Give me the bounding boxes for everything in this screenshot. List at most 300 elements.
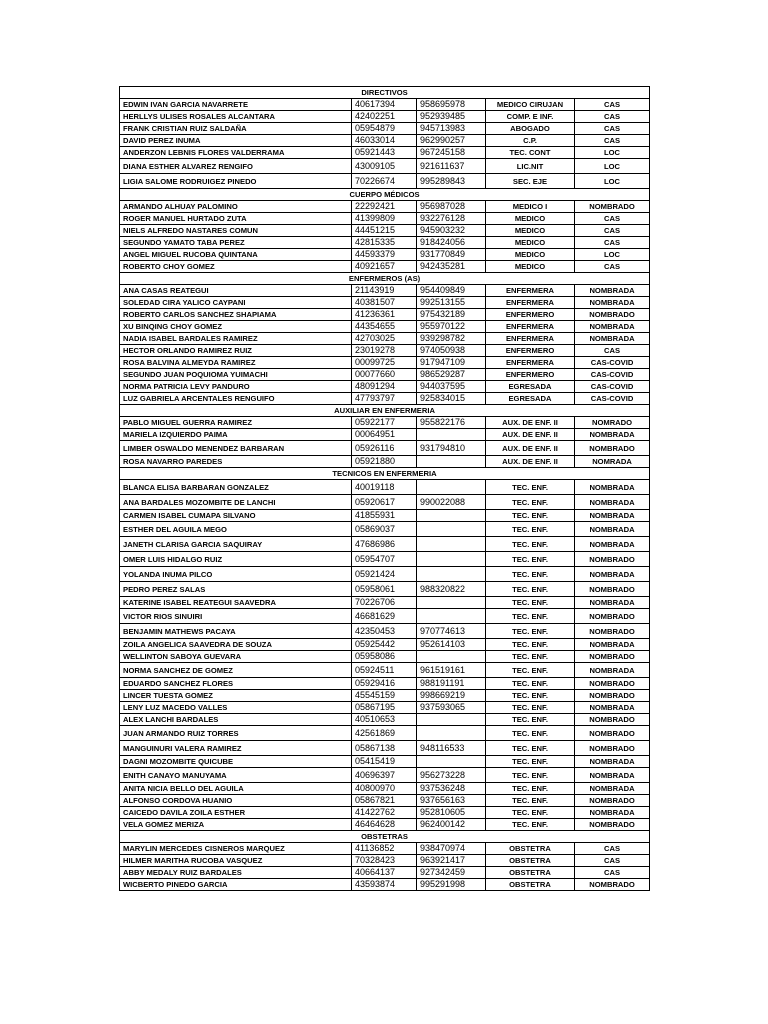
staff-name: LENY LUZ MACEDO VALLES	[120, 702, 352, 714]
staff-name: MANGUINURI VALERA RAMIREZ	[120, 741, 352, 756]
staff-role: ABOGADO	[486, 123, 575, 135]
staff-role: OBSTETRA	[486, 867, 575, 879]
section-header-row	[120, 189, 650, 201]
staff-name: ROSA BALVINA ALMEYDA RAMIREZ	[120, 357, 352, 369]
staff-condition: NOMBRADO	[575, 552, 650, 567]
staff-dni: 05926116	[352, 441, 417, 456]
staff-name: ROBERTO CARLOS SANCHEZ SHAPIAMA	[120, 309, 352, 321]
staff-phone	[417, 480, 486, 495]
section-title: TECNICOS EN ENFERMERIA	[120, 468, 650, 480]
staff-condition: NOMRADA	[575, 456, 650, 468]
staff-phone: 952939485	[417, 111, 486, 123]
staff-condition: NOMBRADO	[575, 624, 650, 639]
staff-phone: 944037595	[417, 381, 486, 393]
table-row	[120, 510, 650, 522]
staff-condition: CAS-COVID	[575, 357, 650, 369]
staff-dni: 05921443	[352, 147, 417, 159]
staff-dni: 00099725	[352, 357, 417, 369]
staff-role: AUX. DE ENF. II	[486, 429, 575, 441]
staff-phone: 937536248	[417, 783, 486, 795]
staff-condition: NOMBRADA	[575, 567, 650, 582]
table-row	[120, 609, 650, 624]
table-row	[120, 345, 650, 357]
staff-condition: CAS	[575, 213, 650, 225]
staff-condition: NOMBRADO	[575, 714, 650, 726]
staff-role: TEC. ENF.	[486, 495, 575, 510]
staff-name: ROBERTO CHOY GOMEZ	[120, 261, 352, 273]
staff-condition: LOC	[575, 249, 650, 261]
staff-name: ANA BARDALES MOZOMBITE DE LANCHI	[120, 495, 352, 510]
staff-name: ANGEL MIGUEL RUCOBA QUINTANA	[120, 249, 352, 261]
staff-phone: 992513155	[417, 297, 486, 309]
table-row	[120, 237, 650, 249]
staff-name: BENJAMIN MATHEWS PACAYA	[120, 624, 352, 639]
staff-phone	[417, 609, 486, 624]
staff-role: TEC. ENF.	[486, 582, 575, 597]
staff-dni: 48091294	[352, 381, 417, 393]
table-row	[120, 429, 650, 441]
staff-phone	[417, 756, 486, 768]
table-row	[120, 213, 650, 225]
staff-condition: NOMBRADA	[575, 537, 650, 552]
staff-role: TEC. ENF.	[486, 480, 575, 495]
staff-dni: 42703025	[352, 333, 417, 345]
section-header-row	[120, 87, 650, 99]
staff-phone	[417, 552, 486, 567]
table-row	[120, 741, 650, 756]
staff-role: TEC. ENF.	[486, 807, 575, 819]
staff-condition: CAS	[575, 867, 650, 879]
staff-phone	[417, 537, 486, 552]
staff-role: TEC. ENF.	[486, 522, 575, 537]
table-row	[120, 357, 650, 369]
staff-dni: 40696397	[352, 768, 417, 783]
staff-name: ABBY MEDALY RUIZ BARDALES	[120, 867, 352, 879]
table-row	[120, 867, 650, 879]
table-row	[120, 819, 650, 831]
staff-dni: 41422762	[352, 807, 417, 819]
staff-name: VELA GOMEZ MERIZA	[120, 819, 352, 831]
staff-role: ENFERMERA	[486, 321, 575, 333]
staff-name: KATERINE ISABEL REATEGUI SAAVEDRA	[120, 597, 352, 609]
staff-name: ZOILA ANGELICA SAAVEDRA DE SOUZA	[120, 639, 352, 651]
table-row	[120, 855, 650, 867]
staff-name: LIMBER OSWALDO MENENDEZ BARBARAN	[120, 441, 352, 456]
table-row	[120, 567, 650, 582]
staff-phone: 938470974	[417, 843, 486, 855]
staff-phone: 937593065	[417, 702, 486, 714]
table-row	[120, 795, 650, 807]
section-title: CUERPO MÉDICOS	[120, 189, 650, 201]
staff-name: HERLLYS ULISES ROSALES ALCANTARA	[120, 111, 352, 123]
staff-phone	[417, 456, 486, 468]
staff-dni: 41236361	[352, 309, 417, 321]
table-row	[120, 297, 650, 309]
staff-role: MEDICO CIRUJAN	[486, 99, 575, 111]
staff-name: LIGIA SALOME RODRUIGEZ PINEDO	[120, 174, 352, 189]
staff-condition: NOMBRADO	[575, 201, 650, 213]
staff-role: MEDICO	[486, 213, 575, 225]
staff-dni: 05920617	[352, 495, 417, 510]
staff-phone	[417, 522, 486, 537]
staff-condition: NOMBRADO	[575, 678, 650, 690]
staff-phone: 975432189	[417, 309, 486, 321]
staff-dni: 40381507	[352, 297, 417, 309]
staff-name: SEGUNDO JUAN POQUIOMA YUIMACHI	[120, 369, 352, 381]
table-row	[120, 441, 650, 456]
staff-role: ENFERMERA	[486, 285, 575, 297]
staff-table-body	[120, 87, 650, 891]
section-title: OBSTETRAS	[120, 831, 650, 843]
staff-phone: 927342459	[417, 867, 486, 879]
staff-phone: 998669219	[417, 690, 486, 702]
table-row	[120, 756, 650, 768]
staff-name: SEGUNDO YAMATO TABA PEREZ	[120, 237, 352, 249]
staff-role: TEC. ENF.	[486, 690, 575, 702]
staff-name: WELLINTON SABOYA GUEVARA	[120, 651, 352, 663]
staff-dni: 05922177	[352, 417, 417, 429]
staff-condition: NOMBRADO	[575, 609, 650, 624]
staff-role: TEC. ENF.	[486, 639, 575, 651]
staff-name: DAGNI MOZOMBITE QUICUBE	[120, 756, 352, 768]
staff-role: TEC. ENF.	[486, 624, 575, 639]
staff-condition: NOMBRADA	[575, 807, 650, 819]
table-row	[120, 111, 650, 123]
staff-name: MARYLIN MERCEDES CISNEROS MARQUEZ	[120, 843, 352, 855]
staff-phone: 967245158	[417, 147, 486, 159]
staff-role: ENFERMERO	[486, 345, 575, 357]
table-row	[120, 369, 650, 381]
staff-name: ESTHER DEL AGUILA MEGO	[120, 522, 352, 537]
staff-role: TEC. CONT	[486, 147, 575, 159]
staff-condition: NOMBRADO	[575, 879, 650, 891]
table-row	[120, 495, 650, 510]
staff-dni: 40664137	[352, 867, 417, 879]
staff-phone: 955970122	[417, 321, 486, 333]
staff-role: TEC. ENF.	[486, 651, 575, 663]
staff-name: VICTOR RIOS SINUIRI	[120, 609, 352, 624]
staff-dni: 05867821	[352, 795, 417, 807]
staff-name: ENITH CANAYO MANUYAMA	[120, 768, 352, 783]
staff-name: HILMER MARITHA RUCOBA VASQUEZ	[120, 855, 352, 867]
staff-phone: 925834015	[417, 393, 486, 405]
staff-name: LUZ GABRIELA ARCENTALES RENGUIFO	[120, 393, 352, 405]
staff-role: TEC. ENF.	[486, 726, 575, 741]
table-row	[120, 843, 650, 855]
staff-role: MEDICO	[486, 261, 575, 273]
staff-condition: NOMRADO	[575, 417, 650, 429]
staff-dni: 44593379	[352, 249, 417, 261]
staff-role: AUX. DE ENF. II	[486, 417, 575, 429]
staff-role: MEDICO	[486, 225, 575, 237]
staff-condition: CAS	[575, 261, 650, 273]
staff-name: HECTOR ORLANDO RAMIREZ RUIZ	[120, 345, 352, 357]
staff-dni: 05921424	[352, 567, 417, 582]
staff-dni: 00064951	[352, 429, 417, 441]
staff-phone: 954409849	[417, 285, 486, 297]
staff-phone: 948116533	[417, 741, 486, 756]
table-row	[120, 309, 650, 321]
staff-phone	[417, 726, 486, 741]
staff-dni: 05867138	[352, 741, 417, 756]
staff-condition: NOMBRADA	[575, 768, 650, 783]
staff-condition: NOMBRADA	[575, 285, 650, 297]
staff-phone: 945903232	[417, 225, 486, 237]
staff-name: OMER LUIS HIDALGO RUIZ	[120, 552, 352, 567]
staff-condition: NOMBRADO	[575, 690, 650, 702]
table-row	[120, 99, 650, 111]
staff-phone: 970774613	[417, 624, 486, 639]
staff-phone: 939298782	[417, 333, 486, 345]
staff-condition: CAS	[575, 855, 650, 867]
staff-condition: CAS	[575, 135, 650, 147]
staff-phone: 990022088	[417, 495, 486, 510]
staff-dni: 40617394	[352, 99, 417, 111]
staff-phone: 995289843	[417, 174, 486, 189]
staff-dni: 05415419	[352, 756, 417, 768]
table-row	[120, 393, 650, 405]
table-row	[120, 663, 650, 678]
staff-role: ENFERMERO	[486, 369, 575, 381]
section-header-row	[120, 831, 650, 843]
staff-condition: NOMBRADO	[575, 582, 650, 597]
staff-dni: 44354655	[352, 321, 417, 333]
staff-phone: 961519161	[417, 663, 486, 678]
table-row	[120, 147, 650, 159]
staff-role: TEC. ENF.	[486, 567, 575, 582]
staff-role: TEC. ENF.	[486, 510, 575, 522]
staff-role: TEC. ENF.	[486, 768, 575, 783]
staff-dni: 44451215	[352, 225, 417, 237]
staff-name: ROGER MANUEL HURTADO ZUTA	[120, 213, 352, 225]
staff-phone: 937656163	[417, 795, 486, 807]
staff-role: ENFERMERA	[486, 357, 575, 369]
staff-role: TEC. ENF.	[486, 678, 575, 690]
staff-role: MEDICO	[486, 249, 575, 261]
staff-dni: 21143919	[352, 285, 417, 297]
staff-condition: CAS	[575, 111, 650, 123]
staff-dni: 47793797	[352, 393, 417, 405]
table-row	[120, 261, 650, 273]
staff-role: OBSTETRA	[486, 843, 575, 855]
staff-condition: LOC	[575, 174, 650, 189]
staff-name: NIELS ALFREDO NASTARES COMUN	[120, 225, 352, 237]
staff-dni: 05954707	[352, 552, 417, 567]
staff-role: TEC. ENF.	[486, 783, 575, 795]
staff-dni: 45545159	[352, 690, 417, 702]
staff-phone: 942435281	[417, 261, 486, 273]
staff-condition: NOMBRADO	[575, 819, 650, 831]
staff-condition: CAS	[575, 843, 650, 855]
staff-condition: NOMBRADA	[575, 480, 650, 495]
staff-name: ALFONSO CORDOVA HUANIO	[120, 795, 352, 807]
staff-role: ENFERMERA	[486, 333, 575, 345]
staff-condition: CAS	[575, 237, 650, 249]
staff-dni: 42815335	[352, 237, 417, 249]
table-row	[120, 249, 650, 261]
staff-role: ENFERMERA	[486, 297, 575, 309]
staff-name: BLANCA ELISA BARBARAN GONZALEZ	[120, 480, 352, 495]
staff-role: AUX. DE ENF. II	[486, 441, 575, 456]
staff-dni: 47686986	[352, 537, 417, 552]
staff-dni: 05954879	[352, 123, 417, 135]
staff-name: FRANK CRISTIAN RUIZ SALDAÑA	[120, 123, 352, 135]
staff-condition: NOMBRADA	[575, 510, 650, 522]
section-header-row	[120, 468, 650, 480]
staff-role: EGRESADA	[486, 393, 575, 405]
staff-phone: 952810605	[417, 807, 486, 819]
staff-dni: 70328423	[352, 855, 417, 867]
staff-condition: NOMBRADO	[575, 441, 650, 456]
staff-condition: CAS-COVID	[575, 381, 650, 393]
staff-phone	[417, 429, 486, 441]
staff-dni: 70226706	[352, 597, 417, 609]
staff-phone: 962400142	[417, 819, 486, 831]
staff-sheet	[119, 86, 649, 891]
staff-role: TEC. ENF.	[486, 795, 575, 807]
table-row	[120, 225, 650, 237]
staff-name: ALEX LANCHI BARDALES	[120, 714, 352, 726]
staff-phone: 974050938	[417, 345, 486, 357]
staff-table	[119, 86, 650, 891]
staff-dni: 05924511	[352, 663, 417, 678]
staff-name: ARMANDO ALHUAY PALOMINO	[120, 201, 352, 213]
staff-role: TEC. ENF.	[486, 819, 575, 831]
staff-phone: 995291998	[417, 879, 486, 891]
table-row	[120, 201, 650, 213]
table-row	[120, 552, 650, 567]
staff-dni: 05867195	[352, 702, 417, 714]
table-row	[120, 768, 650, 783]
table-row	[120, 417, 650, 429]
table-row	[120, 456, 650, 468]
staff-condition: NOMBRADO	[575, 726, 650, 741]
staff-name: EDUARDO SANCHEZ FLORES	[120, 678, 352, 690]
staff-phone: 955822176	[417, 417, 486, 429]
staff-name: NORMA SANCHEZ DE GOMEZ	[120, 663, 352, 678]
table-row	[120, 678, 650, 690]
staff-condition: NOMBRADA	[575, 783, 650, 795]
table-row	[120, 807, 650, 819]
table-row	[120, 174, 650, 189]
staff-role: AUX. DE ENF. II	[486, 456, 575, 468]
staff-name: XU BINQING CHOY GOMEZ	[120, 321, 352, 333]
staff-role: EGRESADA	[486, 381, 575, 393]
section-title: AUXILIAR EN ENFERMERIA	[120, 405, 650, 417]
staff-dni: 40019118	[352, 480, 417, 495]
staff-condition: NOMBRADA	[575, 333, 650, 345]
staff-role: TEC. ENF.	[486, 702, 575, 714]
staff-phone: 958695978	[417, 99, 486, 111]
staff-phone: 921611637	[417, 159, 486, 174]
staff-dni: 43593874	[352, 879, 417, 891]
staff-dni: 43009105	[352, 159, 417, 174]
staff-name: ANA CASAS REATEGUI	[120, 285, 352, 297]
staff-role: TEC. ENF.	[486, 741, 575, 756]
staff-dni: 05869037	[352, 522, 417, 537]
staff-phone	[417, 714, 486, 726]
staff-role: TEC. ENF.	[486, 714, 575, 726]
staff-name: WICBERTO PINEDO GARCIA	[120, 879, 352, 891]
staff-condition: NOMBRADA	[575, 297, 650, 309]
staff-role: C.P.	[486, 135, 575, 147]
table-row	[120, 624, 650, 639]
staff-name: CAICEDO DAVILA ZOILA ESTHER	[120, 807, 352, 819]
staff-name: EDWIN IVAN GARCIA NAVARRETE	[120, 99, 352, 111]
table-row	[120, 381, 650, 393]
staff-condition: CAS	[575, 123, 650, 135]
staff-condition: NOMBRADA	[575, 495, 650, 510]
staff-phone: 918424056	[417, 237, 486, 249]
staff-dni: 00077660	[352, 369, 417, 381]
staff-condition: NOMBRADA	[575, 522, 650, 537]
staff-name: JANETH CLARISA GARCIA SAQUIRAY	[120, 537, 352, 552]
staff-phone: 952614103	[417, 639, 486, 651]
staff-phone: 962990257	[417, 135, 486, 147]
staff-dni: 40921657	[352, 261, 417, 273]
staff-dni: 46033014	[352, 135, 417, 147]
staff-condition: NOMBRADO	[575, 309, 650, 321]
table-row	[120, 321, 650, 333]
table-row	[120, 285, 650, 297]
staff-role: TEC. ENF.	[486, 609, 575, 624]
staff-dni: 05925442	[352, 639, 417, 651]
table-row	[120, 702, 650, 714]
table-row	[120, 714, 650, 726]
staff-dni: 41855931	[352, 510, 417, 522]
staff-name: LINCER TUESTA GOMEZ	[120, 690, 352, 702]
staff-name: DIANA ESTHER ALVAREZ RENGIFO	[120, 159, 352, 174]
staff-name: DAVID PEREZ INUMA	[120, 135, 352, 147]
staff-condition: LOC	[575, 147, 650, 159]
staff-role: TEC. ENF.	[486, 597, 575, 609]
staff-dni: 42561869	[352, 726, 417, 741]
staff-name: NADIA ISABEL BARDALES RAMIREZ	[120, 333, 352, 345]
table-row	[120, 522, 650, 537]
staff-name: PEDRO PEREZ SALAS	[120, 582, 352, 597]
staff-phone	[417, 510, 486, 522]
staff-phone: 932276128	[417, 213, 486, 225]
table-row	[120, 879, 650, 891]
table-row	[120, 597, 650, 609]
section-header-row	[120, 273, 650, 285]
staff-condition: NOMBRADO	[575, 651, 650, 663]
staff-condition: CAS	[575, 225, 650, 237]
staff-phone: 986529287	[417, 369, 486, 381]
staff-phone: 945713983	[417, 123, 486, 135]
staff-dni: 22292421	[352, 201, 417, 213]
staff-name: SOLEDAD CIRA YALICO CAYPANI	[120, 297, 352, 309]
staff-condition: CAS-COVID	[575, 369, 650, 381]
section-title: DIRECTIVOS	[120, 87, 650, 99]
staff-phone: 963921417	[417, 855, 486, 867]
table-row	[120, 651, 650, 663]
staff-condition: LOC	[575, 159, 650, 174]
table-row	[120, 333, 650, 345]
staff-name: YOLANDA INUMA PILCO	[120, 567, 352, 582]
staff-phone: 956987028	[417, 201, 486, 213]
staff-role: MEDICO	[486, 237, 575, 249]
staff-condition: NOMBRADA	[575, 702, 650, 714]
staff-dni: 42402251	[352, 111, 417, 123]
staff-dni: 46681629	[352, 609, 417, 624]
staff-dni: 05929416	[352, 678, 417, 690]
staff-role: TEC. ENF.	[486, 663, 575, 678]
staff-name: ANDERZON LEBNIS FLORES VALDERRAMA	[120, 147, 352, 159]
staff-role: TEC. ENF.	[486, 756, 575, 768]
staff-dni: 41399809	[352, 213, 417, 225]
staff-phone: 931794810	[417, 441, 486, 456]
